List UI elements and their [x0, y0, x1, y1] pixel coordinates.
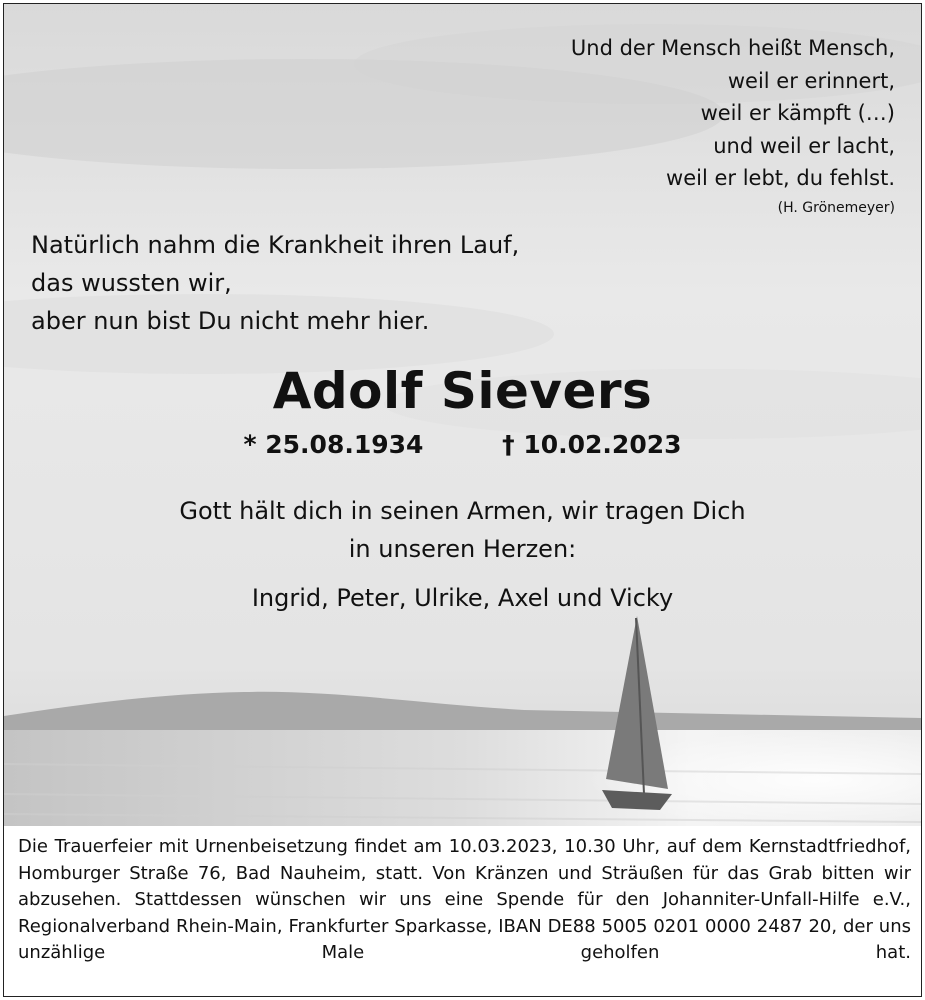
- verse-line: das wussten wir,: [31, 269, 232, 297]
- verse-line: aber nun bist Du nicht mehr hier.: [31, 307, 430, 335]
- funeral-details-text: Die Trauerfeier mit Urnenbeisetzung findet am 10.03.2023, 10.30 Uhr, auf dem Kernstadtfriedhof, Homburger Straße 76, Bad Nauheim, statt. Von Kränzen und Sträußen für das Grab bitten wir abzusehen. Stattdessen wünschen wir uns eine Spende für den Johanniter-Unfall-Hilfe e.V., Regionalverband Rhein-Main, Frankfurter Sparkasse, IBAN DE88 5005 0201 0000 2487 20, der uns unzählige Male geholfen hat.: [18, 836, 911, 963]
- quote-line: Und der Mensch heißt Mensch,: [570, 36, 895, 60]
- family-names: Ingrid, Peter, Ulrike, Axel und Vicky: [251, 584, 674, 612]
- life-dates: [4, 430, 921, 459]
- birth-date: * 25.08.1934: [243, 430, 424, 459]
- quote-line: und weil er lacht,: [713, 133, 895, 158]
- verse-line: Natürlich nahm die Krankheit ihren Lauf,: [31, 231, 520, 259]
- verse-block: [31, 226, 519, 340]
- deceased-name: Adolf Sievers: [272, 362, 653, 420]
- funeral-details: [4, 826, 921, 996]
- closing-line: Gott hält dich in seinen Armen, wir tragen Dich: [179, 497, 746, 525]
- closing-line: in unseren Herzen:: [348, 535, 577, 563]
- quote-line: weil er erinnert,: [727, 68, 895, 93]
- quote-line: weil er kämpft (…): [700, 101, 895, 125]
- quote-line: weil er lebt, du fehlst.: [666, 166, 895, 190]
- quote-block: [571, 32, 895, 219]
- quote-author: (H. Grönemeyer): [777, 199, 895, 216]
- death-date: † 10.02.2023: [502, 430, 682, 459]
- closing-block: [4, 492, 921, 617]
- obituary-notice: [3, 3, 922, 997]
